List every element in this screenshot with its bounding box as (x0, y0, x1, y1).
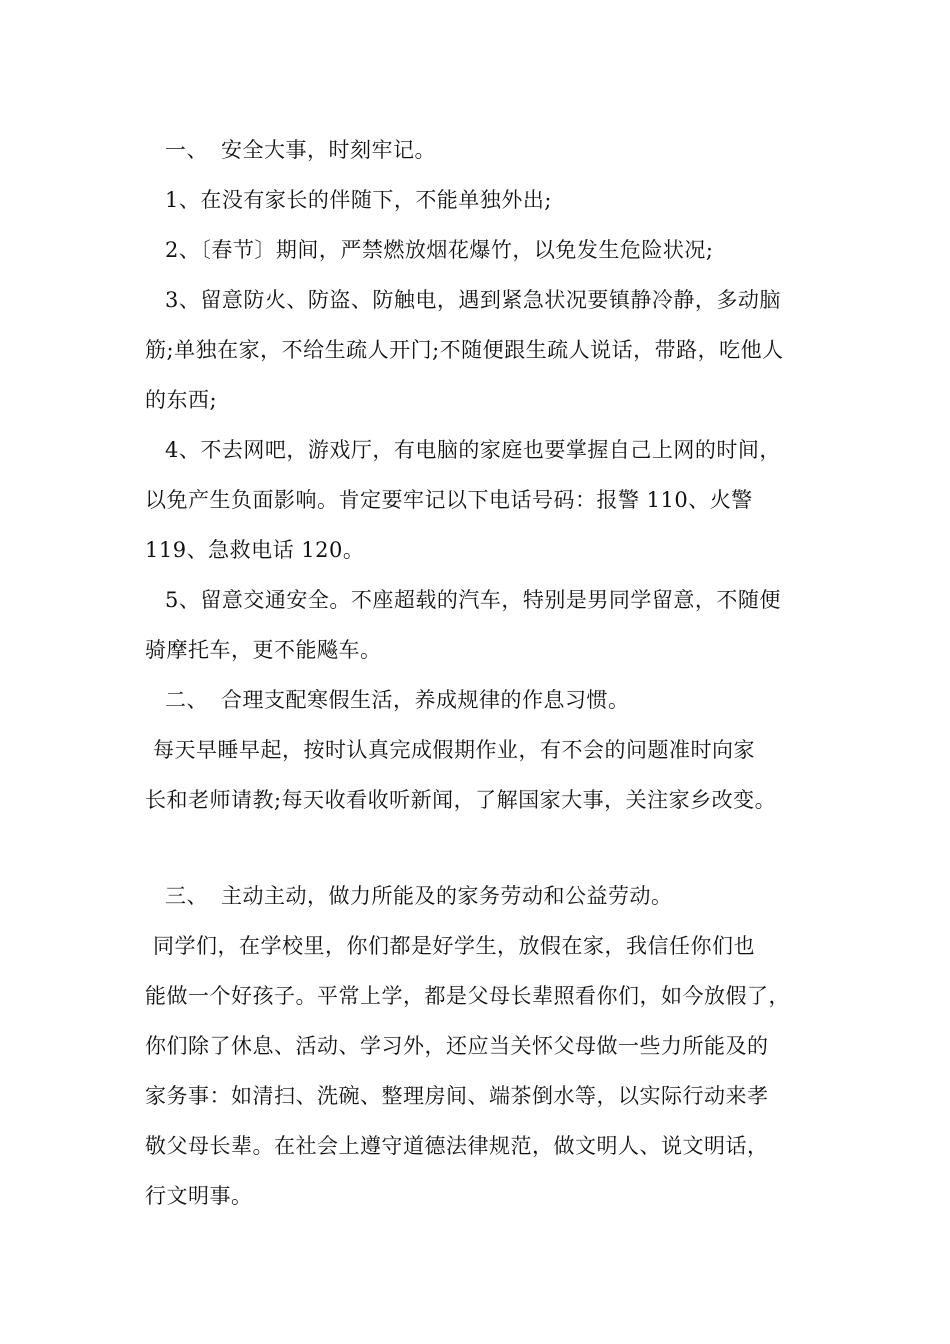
section-heading-3 (165, 882, 673, 910)
paragraph-line: 你们除了休息、活动、学习外，还应当关怀父母做一些力所能及的 (145, 1034, 769, 1058)
paragraph-line: 能做一个好孩子。平常上学，都是父母长辈照看你们，如今放假了， (145, 984, 790, 1008)
paragraph-line: 同学们，在学校里，你们都是好学生，放假在家，我信任你们也 (153, 934, 755, 958)
paragraph-line: 2、〔春节〕期间，严禁燃放烟花爆竹，以免发生危险状况; (165, 238, 714, 262)
paragraph-line: 5、留意交通安全。不座超载的汽车，特别是男同学留意，不随便 (165, 588, 781, 612)
section-title: 主动主动，做力所能及的家务劳动和公益劳动。 (221, 884, 673, 908)
section-heading-2 (165, 686, 630, 714)
section-title: 合理支配寒假生活，养成规律的作息习惯。 (221, 688, 630, 712)
paragraph-line: 以免产生负面影响。肯定要牢记以下电话号码：报警 110、火警 (145, 488, 753, 512)
paragraph-line: 3、留意防火、防盗、防触电，遇到紧急状况要镇静冷静，多动脑 (165, 288, 781, 312)
paragraph-line: 119、急救电话 120。 (145, 538, 365, 562)
paragraph-line: 敬父母长辈。在社会上遵守道德法律规范，做文明人、说文明话， (145, 1134, 769, 1158)
paragraph-line: 家务事：如清扫、洗碗、整理房间、端茶倒水等，以实际行动来孝 (145, 1084, 769, 1108)
paragraph-line: 长和老师请教;每天收看收听新闻，了解国家大事，关注家乡改变。 (145, 788, 777, 812)
paragraph-line: 4、不去网吧，游戏厅，有电脑的家庭也要掌握自己上网的时间， (165, 438, 781, 462)
paragraph-line: 每天早睡早起，按时认真完成假期作业，有不会的问题准时向家 (153, 738, 755, 762)
section-number: 一、 (165, 138, 208, 162)
section-heading-1 (165, 136, 436, 164)
paragraph-line: 1、在没有家长的伴随下，不能单独外出; (165, 188, 552, 212)
paragraph-line: 行文明事。 (145, 1184, 253, 1208)
paragraph-line: 骑摩托车，更不能飚车。 (145, 638, 382, 662)
paragraph-line: 的东西; (145, 388, 218, 412)
section-title: 安全大事，时刻牢记。 (221, 138, 436, 162)
section-number: 三、 (165, 884, 208, 908)
section-number: 二、 (165, 688, 208, 712)
paragraph-line: 筋;单独在家，不给生疏人开门;不随便跟生疏人说话，带路，吃他人 (145, 338, 784, 362)
